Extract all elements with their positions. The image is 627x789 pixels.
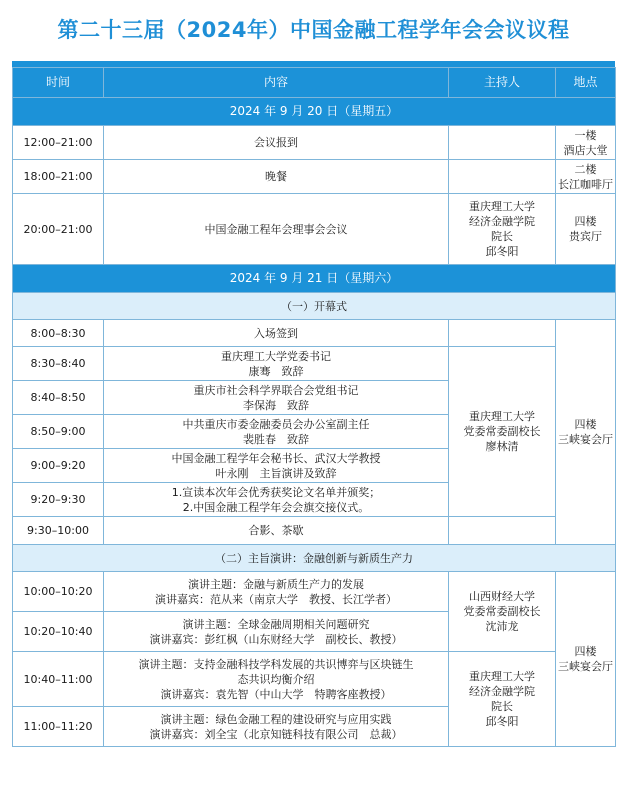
content-line: 演讲主题：支持金融科技学科发展的共识博弈与区块链生 [138,657,414,671]
host-line: 院长 [491,700,513,713]
content-line: 态共识均衡介绍 [237,672,315,686]
host-cell [449,517,556,545]
section-title: （一）开幕式 [13,293,616,320]
host-cell [449,320,556,347]
venue-line: 二楼 [574,162,597,176]
content-line: 演讲主题：金融与新质生产力的发展 [188,577,364,591]
host-line: 党委常委副校长 [463,605,541,618]
venue-line: 四楼 [574,418,597,431]
content-line: 叶永刚 主旨演讲及致辞 [215,466,337,480]
col-header-host: 主持人 [449,68,556,98]
content-line: 裴胜春 致辞 [243,432,309,446]
venue-cell [556,320,616,545]
host-line: 重庆理工大学 [469,670,535,683]
host-line: 邱冬阳 [485,715,519,728]
page-title: 第二十三届（2024年）中国金融工程学年会会议议程 [57,18,570,42]
time-cell: 10:20–10:40 [13,612,104,652]
time-cell: 9:00–9:20 [13,449,104,483]
content-cell [104,347,449,381]
venue-cell [556,194,616,265]
table-row [13,517,616,545]
content-line: 1.宣读本次年会优秀获奖论文名单并颁奖； [171,485,381,499]
content-line: 演讲嘉宾：袁先智（中山大学 特聘客座教授） [160,687,392,701]
host-line: 山西财经大学 [469,590,535,603]
host-line: 重庆理工大学 [469,200,535,213]
col-header-time: 时间 [13,68,104,98]
content-cell [104,381,449,415]
time-cell: 11:00–11:20 [13,707,104,747]
time-cell: 18:00–21:00 [13,160,104,194]
header-row [13,68,616,98]
time-cell: 10:40–11:00 [13,652,104,707]
host-cell [449,652,556,747]
content-line: 2.中国金融工程学年会会旗交接仪式。 [182,500,370,514]
host-line: 院长 [491,230,513,243]
content-line: 演讲主题：全球金融周期相关问题研究 [182,617,370,631]
content-cell [104,483,449,517]
table-row [13,347,616,381]
content-line: 中共重庆市委金融委员会办公室副主任 [182,417,370,431]
venue-cell [556,126,616,160]
content-line: 重庆理工大学党委书记 [221,349,331,363]
content-cell: 晚餐 [104,160,449,194]
table-row [13,320,616,347]
content-cell [104,612,449,652]
table-row [13,572,616,612]
table-row [13,126,616,160]
venue-line: 一楼 [574,128,597,142]
host-line: 沈沛龙 [485,620,519,633]
table-row [13,652,616,707]
table-row [13,160,616,194]
content-line: 演讲嘉宾：范从来（南京大学 教授、长江学者） [155,592,397,606]
time-cell: 8:30–8:40 [13,347,104,381]
content-line: 演讲嘉宾：刘全宝（北京知链科技有限公司 总裁） [149,727,403,741]
host-line: 邱冬阳 [485,245,519,258]
section-row [13,545,616,572]
venue-line: 三峡宴会厅 [558,660,613,673]
venue-line: 酒店大堂 [563,143,608,157]
time-cell: 10:00–10:20 [13,572,104,612]
content-cell: 中国金融工程年会理事会会议 [104,194,449,265]
host-line: 经济金融学院 [469,685,535,698]
host-line: 重庆理工大学 [469,410,535,423]
date-label: 2024 年 9 月 21 日（星期六） [13,265,616,293]
venue-line: 三峡宴会厅 [558,433,613,446]
date-label: 2024 年 9 月 20 日（星期五） [13,98,616,126]
time-cell: 8:00–8:30 [13,320,104,347]
time-cell: 8:40–8:50 [13,381,104,415]
content-line: 演讲嘉宾：彭红枫（山东财经大学 副校长、教授） [149,632,403,646]
host-cell [449,347,556,517]
table-row [13,194,616,265]
content-cell: 会议报到 [104,126,449,160]
content-line: 李保海 致辞 [243,398,309,412]
content-cell [104,449,449,483]
content-cell: 合影、茶歇 [104,517,449,545]
content-cell [104,652,449,707]
col-header-content: 内容 [104,68,449,98]
host-line: 经济金融学院 [469,215,535,228]
col-header-venue: 地点 [556,68,616,98]
section-row [13,293,616,320]
content-cell: 入场签到 [104,320,449,347]
host-cell [449,194,556,265]
host-line: 党委常委副校长 [463,425,541,438]
time-cell: 8:50–9:00 [13,415,104,449]
content-cell [104,572,449,612]
content-cell [104,415,449,449]
content-cell [104,707,449,747]
time-cell: 20:00–21:00 [13,194,104,265]
venue-cell [556,572,616,747]
section-title: （二）主旨演讲：金融创新与新质生产力 [13,545,616,572]
venue-line: 长江咖啡厅 [558,177,613,191]
date-row [13,98,616,126]
host-cell [449,126,556,160]
time-cell: 9:30–10:00 [13,517,104,545]
time-cell: 12:00–21:00 [13,126,104,160]
date-row [13,265,616,293]
host-cell [449,160,556,194]
host-line: 廖林清 [485,440,519,453]
content-line: 康骞 致辞 [248,364,304,378]
content-line: 重庆市社会科学界联合会党组书记 [193,383,359,397]
content-line: 中国金融工程学年会秘书长、武汉大学教授 [171,451,381,465]
venue-cell [556,160,616,194]
time-cell: 9:20–9:30 [13,483,104,517]
venue-line: 四楼 [574,215,597,228]
venue-line: 四楼 [574,645,597,658]
host-cell [449,572,556,652]
agenda-table [12,67,616,747]
content-line: 演讲主题：绿色金融工程的建设研究与应用实践 [160,712,392,726]
venue-line: 贵宾厅 [569,230,602,243]
